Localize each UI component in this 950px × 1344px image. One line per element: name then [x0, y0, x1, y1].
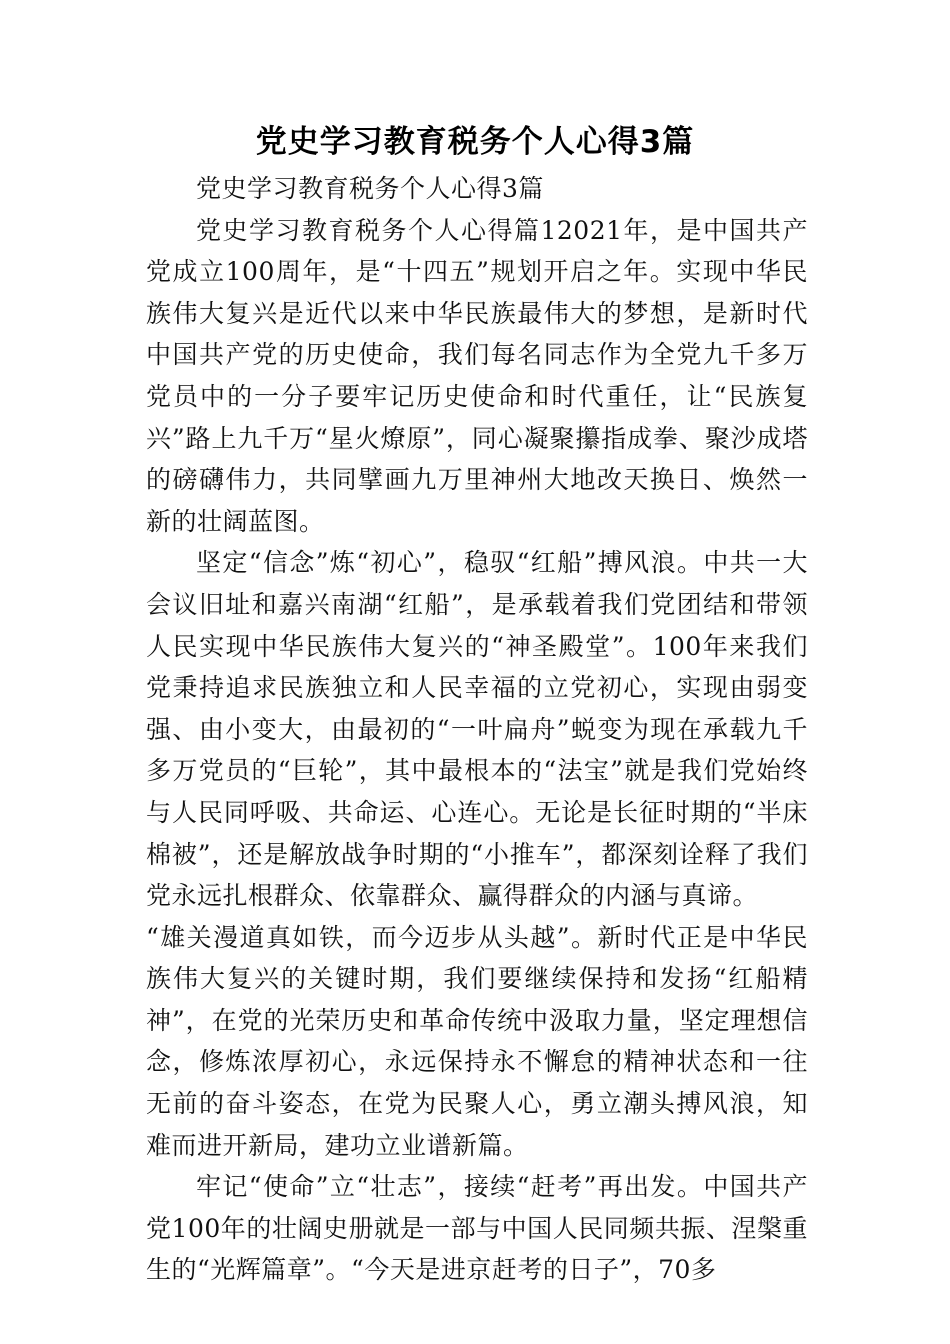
paragraph: “雄关漫道真如铁，而今迈步从头越”。新时代正是中华民族伟大复兴的关键时期，我们要继续保持和发扬“红船精神”，在党的光荣历史和革命传统中汲取力量，坚定理想信念，修炼浓厚初心，永远保持永不懈怠的精神状态和一往无前的奋斗姿态，在党为民聚人心，勇立潮头搏风浪，知难而进开新局，建功立业谱新篇。 [146, 922, 808, 1160]
document-subtitle: 党史学习教育税务个人心得3篇 [196, 174, 544, 203]
paragraph: 牢记“使命”立“壮志”，接续“赶考”再出发。中国共产党100年的壮阔史册就是一部与中国人民同频共振、涅槃重生的“光辉篇章”。“今天是进京赶考的日子”，70多 [146, 1172, 808, 1285]
paragraph: 坚定“信念”炼“初心”，稳驭“红船”搏风浪。中共一大会议旧址和嘉兴南湖“红船”，是承载着我们党团结和带领人民实现中华民族伟大复兴的“神圣殿堂”。100年来我们党秉持追求民族独立和人民幸福的立党初心，实现由弱变强、由小变大，由最初的“一叶扁舟”蜕变为现在承载九千多万党员的“巨轮”，其中最根本的“法宝”就是我们党始终与人民同呼吸、共命运、心连心。无论是长征时期的“半床棉被”，还是解放战争时期的“小推车”，都深刻诠释了我们党永远扎根群众、依靠群众、赢得群众的内涵与真谛。 [146, 548, 808, 911]
document-body [146, 168, 808, 1291]
paragraph: 党史学习教育税务个人心得篇12021年，是中国共产党成立100周年，是“十四五”规划开启之年。实现中华民族伟大复兴是近代以来中华民族最伟大的梦想，是新时代中国共产党的历史使命，我们每名同志作为全党九千多万党员中的一分子要牢记历史使命和时代重任，让“民族复兴”路上九千万“星火燎原”，同心凝聚攥指成拳、聚沙成塔的磅礴伟力，共同擘画九万里神州大地改天换日、焕然一新的壮阔蓝图。 [146, 215, 808, 536]
document-title: 党史学习教育税务个人心得3篇 [255, 124, 695, 160]
